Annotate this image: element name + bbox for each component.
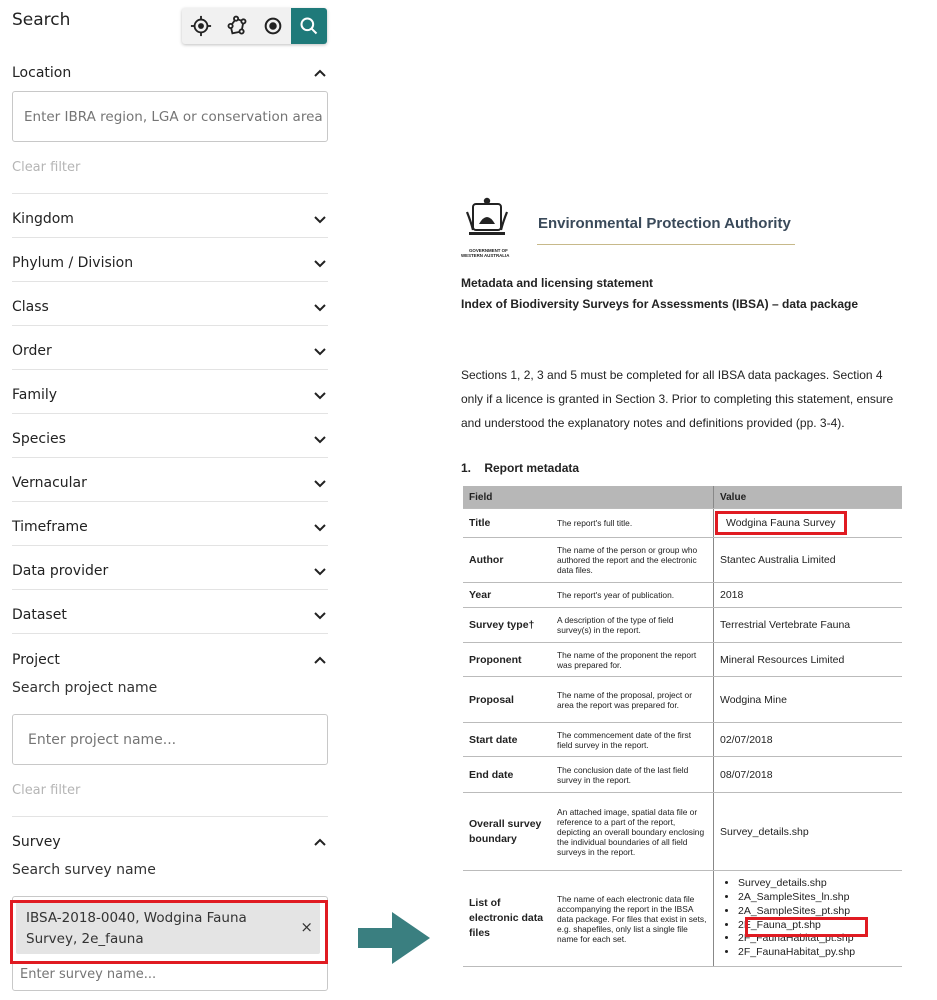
chevron-up-icon[interactable] <box>313 68 327 78</box>
locate-icon <box>190 15 212 37</box>
chevron-down-icon[interactable] <box>313 259 327 269</box>
divider <box>12 413 328 414</box>
row-value: 2018 <box>714 583 903 608</box>
chevron-down-icon[interactable] <box>313 523 327 533</box>
chevron-up-icon[interactable] <box>313 655 327 665</box>
row-desc: The name of the proposal, project or area the report was prepared for. <box>551 677 714 723</box>
gov-line-2: WESTERN AUSTRALIA <box>461 253 510 258</box>
row-field: Proponent <box>463 643 551 677</box>
file-highlight <box>745 917 868 937</box>
chevron-down-icon[interactable] <box>313 303 327 313</box>
row-field: Proposal <box>463 677 551 723</box>
project-input[interactable] <box>12 714 328 765</box>
row-value: Wodgina Mine <box>714 677 903 723</box>
panel-title: Search <box>12 10 71 30</box>
table-row <box>463 509 902 538</box>
chevron-down-icon[interactable] <box>313 215 327 225</box>
filter-species[interactable]: Species <box>12 431 66 447</box>
filter-vernacular[interactable]: Vernacular <box>12 475 87 491</box>
survey-chip-label: IBSA-2018-0040, Wodgina Fauna Survey, 2e_fauna <box>26 910 247 947</box>
filter-dataset[interactable]: Dataset <box>12 607 67 623</box>
divider <box>12 281 328 282</box>
divider <box>12 193 328 194</box>
crest-logo <box>465 196 509 242</box>
row-desc: The report's year of publication. <box>551 583 714 608</box>
table-row <box>463 757 902 793</box>
title-highlight: Wodgina Fauna Survey <box>715 511 847 535</box>
file-item: • 2F_FaunaHabitat_pt.shp <box>738 932 902 946</box>
gov-label <box>461 248 509 258</box>
location-label: Location <box>12 65 72 81</box>
location-input[interactable] <box>12 91 328 142</box>
doc-para-line: and understood the explanatory notes and definitions provided (pp. 3-4). <box>461 416 845 430</box>
search-button[interactable] <box>291 8 327 44</box>
divider <box>12 237 328 238</box>
divider <box>12 816 328 817</box>
file-item: • 2A_SampleSites_ln.shp <box>738 891 902 905</box>
document-preview <box>455 190 902 990</box>
polygon-draw-icon <box>226 15 248 37</box>
filter-data-provider[interactable]: Data provider <box>12 563 109 579</box>
radius-icon <box>262 15 284 37</box>
row-desc: The name of each electronic data file accompanying the report in the IBSA data package. For files that exist in sets, e.g. shapefiles, only list a single file name for each set. <box>551 871 714 967</box>
row-field: Year <box>463 583 551 608</box>
row-value: Survey_details.shp <box>714 793 903 871</box>
row-desc: The name of the person or group who authored the report and the electronic data files. <box>551 538 714 583</box>
search-icon <box>299 16 319 36</box>
divider <box>12 325 328 326</box>
filter-family[interactable]: Family <box>12 387 58 403</box>
row-field: Author <box>463 538 551 583</box>
radius-button[interactable] <box>255 8 291 44</box>
file-item: • 2E_Fauna_pt.shp <box>738 919 902 933</box>
value-header: Value <box>714 486 903 509</box>
divider <box>12 457 328 458</box>
row-desc: An attached image, spatial data file or reference to a part of the report, depicting an overall boundary enclosing the individual boundaries of all field surveys in the report. <box>551 793 714 871</box>
doc-heading-2: Index of Biodiversity Surveys for Assessments (IBSA) – data package <box>461 297 859 311</box>
row-value: 02/07/2018 <box>714 723 903 757</box>
chevron-down-icon[interactable] <box>313 435 327 445</box>
table-row <box>463 793 902 871</box>
chevron-down-icon[interactable] <box>313 391 327 401</box>
row-value: 08/07/2018 <box>714 757 903 793</box>
table-row <box>463 608 902 643</box>
survey-input[interactable] <box>20 964 320 984</box>
table-row <box>463 723 902 757</box>
row-desc: The report's full title. <box>551 509 714 538</box>
polygon-draw-button[interactable] <box>219 8 255 44</box>
filter-timeframe[interactable]: Timeframe <box>12 519 88 535</box>
project-sub-label: Search project name <box>12 680 158 696</box>
row-field: Title <box>463 509 551 538</box>
divider <box>12 589 328 590</box>
file-item: • Survey_details.shp <box>738 877 902 891</box>
row-field: End date <box>463 757 551 793</box>
table-row <box>463 538 902 583</box>
survey-sub-label: Search survey name <box>12 862 156 878</box>
doc-para-line: Sections 1, 2, 3 and 5 must be completed for all IBSA data packages. Section 4 <box>461 368 883 382</box>
file-item: • 2F_FaunaHabitat_py.shp <box>738 946 902 960</box>
close-icon[interactable]: × <box>300 918 313 936</box>
locate-button[interactable] <box>183 8 219 44</box>
table-row <box>463 643 902 677</box>
row-desc: A description of the type of field survey(s) in the report. <box>551 608 714 643</box>
row-field: Overall survey boundary <box>463 793 551 871</box>
metadata-table <box>463 486 902 967</box>
divider <box>12 369 328 370</box>
row-field: Survey type† <box>463 608 551 643</box>
field-header: Field <box>463 486 714 509</box>
project-label: Project <box>12 652 60 668</box>
row-value: Mineral Resources Limited <box>714 643 903 677</box>
row-value <box>714 509 903 538</box>
row-field: List of electronic data files <box>463 871 551 967</box>
row-desc: The commencement date of the first field survey in the report. <box>551 723 714 757</box>
row-desc: The conclusion date of the last field survey in the report. <box>551 757 714 793</box>
table-row <box>463 583 902 608</box>
chevron-down-icon[interactable] <box>313 479 327 489</box>
filter-class[interactable]: Class <box>12 299 49 315</box>
highlight-box <box>10 900 328 964</box>
row-desc: The name of the proponent the report was prepared for. <box>551 643 714 677</box>
filter-order[interactable]: Order <box>12 343 52 359</box>
location-clear-filter[interactable]: Clear filter <box>12 160 81 175</box>
filter-phylum[interactable]: Phylum / Division <box>12 255 134 271</box>
filter-kingdom[interactable]: Kingdom <box>12 211 74 227</box>
arrow-right-icon <box>358 912 430 964</box>
survey-label: Survey <box>12 834 61 850</box>
chevron-up-icon[interactable] <box>313 837 327 847</box>
row-value: Stantec Australia Limited <box>714 538 903 583</box>
divider <box>12 545 328 546</box>
divider <box>12 633 328 634</box>
chevron-down-icon[interactable] <box>313 567 327 577</box>
row-field: Start date <box>463 723 551 757</box>
chevron-down-icon[interactable] <box>313 347 327 357</box>
row-value: Terrestrial Vertebrate Fauna <box>714 608 903 643</box>
search-panel <box>0 0 340 1000</box>
doc-para-line: only if a licence is granted in Section 3. Prior to completing this statement, ensure <box>461 392 894 406</box>
divider <box>12 501 328 502</box>
org-name: Environmental Protection Authority <box>538 215 791 232</box>
header-rule <box>537 244 795 245</box>
chevron-down-icon[interactable] <box>313 611 327 621</box>
doc-heading-1: Metadata and licensing statement <box>461 276 654 290</box>
file-item: • 2A_SampleSites_pt.shp <box>738 905 902 919</box>
gov-line-1: GOVERNMENT OF <box>469 248 508 253</box>
project-clear-filter[interactable]: Clear filter <box>12 783 81 798</box>
map-toolbar <box>182 8 327 44</box>
table-row <box>463 677 902 723</box>
section-heading: 1. Report metadata <box>461 461 580 475</box>
